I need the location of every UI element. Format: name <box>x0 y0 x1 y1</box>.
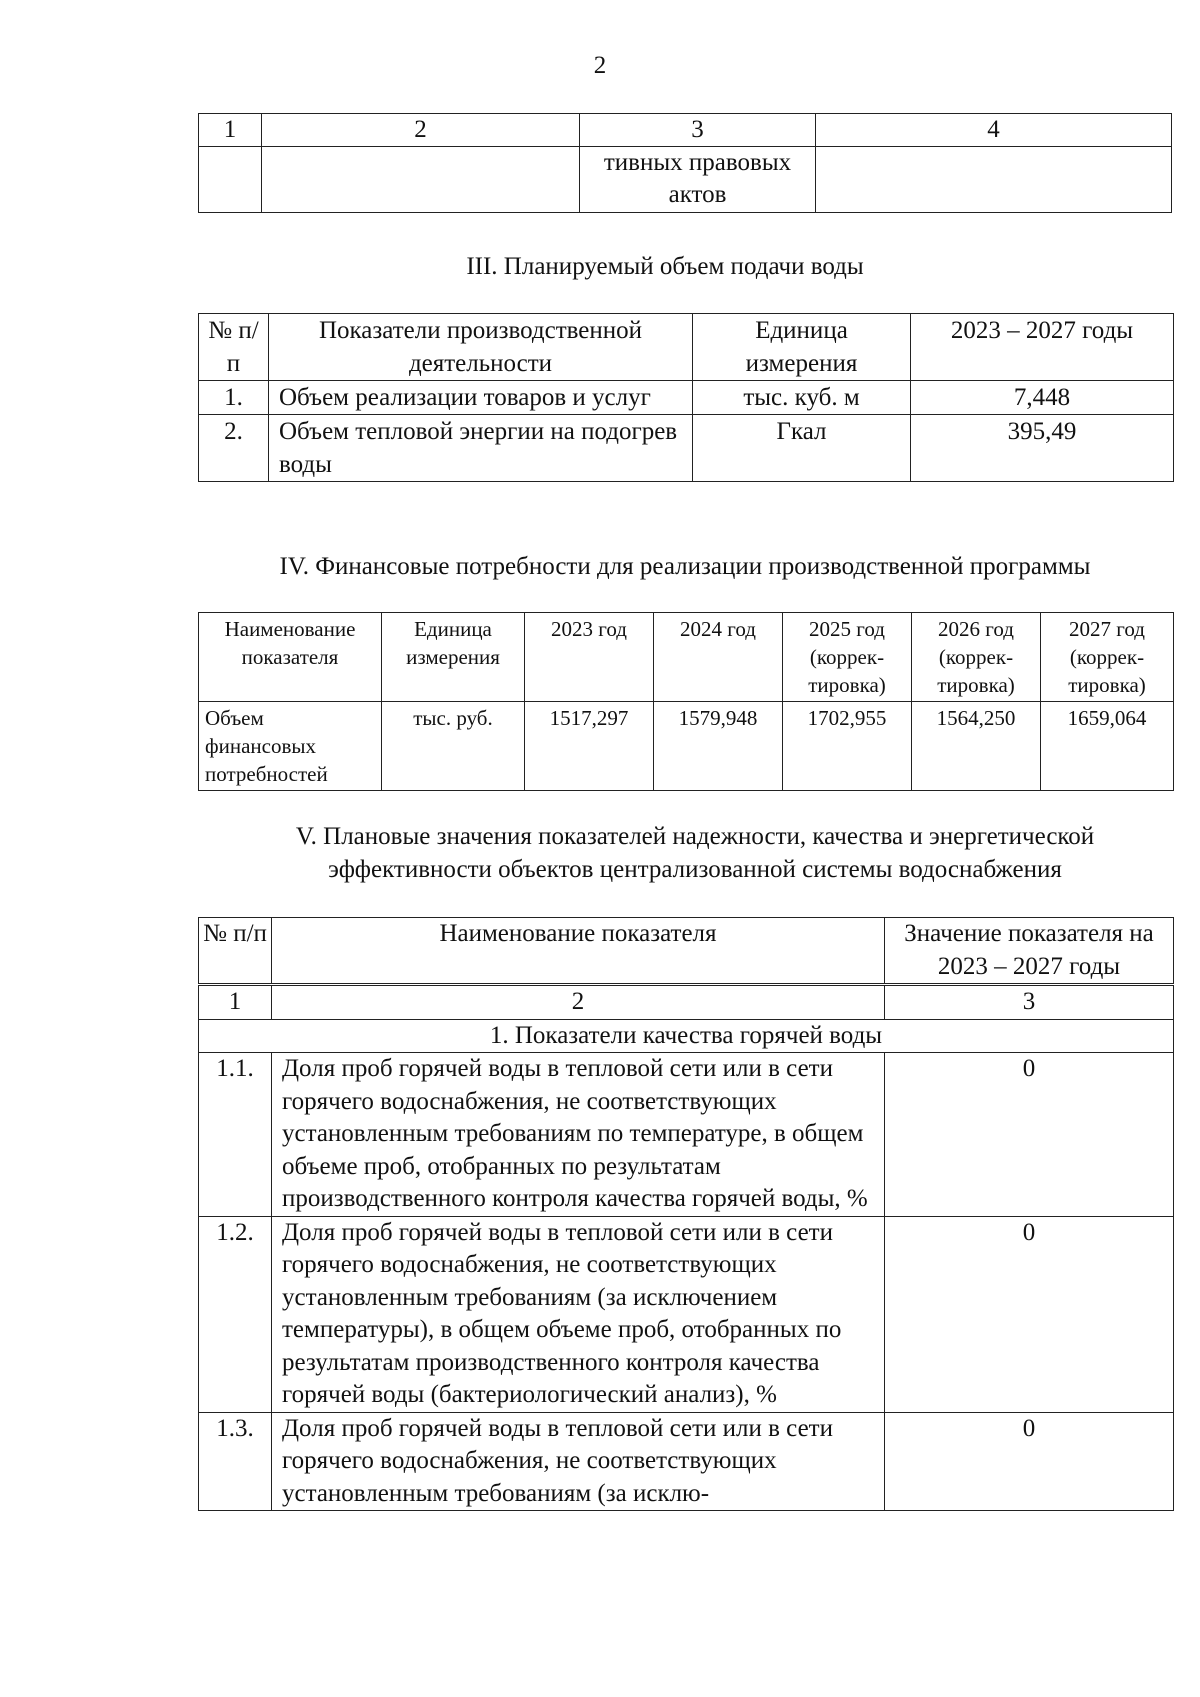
table-row <box>199 415 1174 482</box>
table-header-cell: Показатели производственной деятельности <box>269 314 693 381</box>
table-cell: тивных правовых актов <box>580 147 816 213</box>
table-header-cell: 2026 год (коррек-тировка) <box>912 613 1041 702</box>
table-cell: 3 <box>580 114 816 147</box>
table-cell: 2 <box>272 985 885 1020</box>
value: 7,448 <box>911 381 1174 415</box>
table-header-cell: Наименование показателя <box>199 613 382 702</box>
indicator-name: Доля проб горячей воды в тепловой сети или в сети горячего водоснабжения, не соответствующих установленным требованиям по температуре, в общем объеме проб, отобранных по результатам производственного контроля качества горячей воды, % <box>272 1053 885 1217</box>
indicator-name: Объем тепловой энергии на подогрев воды <box>269 415 693 482</box>
indicator-name: Объем реализации товаров и услуг <box>269 381 693 415</box>
value: 1579,948 <box>654 702 783 791</box>
value: 0 <box>885 1053 1174 1217</box>
indicator-name: Доля проб горячей воды в тепловой сети или в сети горячего водоснабжения, не соответствующих установленным требованиям (за исклю- <box>272 1412 885 1511</box>
value: 1702,955 <box>783 702 912 791</box>
table-header-row <box>199 918 1174 985</box>
continuation-table <box>198 113 1172 213</box>
table-header-cell: 2023 – 2027 годы <box>911 314 1174 381</box>
table-cell: 1 <box>199 114 262 147</box>
unit: тыс. куб. м <box>693 381 911 415</box>
table-row <box>199 702 1174 791</box>
row-number: 1.1. <box>199 1053 272 1217</box>
table-row <box>199 1053 1174 1217</box>
value: 1517,297 <box>525 702 654 791</box>
table-header-cell: 2023 год <box>525 613 654 702</box>
section-3-title: III. Планируемый объем подачи воды <box>466 253 864 280</box>
financial-needs-table <box>198 612 1174 791</box>
table-header-row <box>199 314 1174 381</box>
table-header-row <box>199 613 1174 702</box>
section-5-title: V. Плановые значения показателей надежности, качества и энергетической эффективности объектов централизованной системы водоснабжения <box>295 823 1095 883</box>
table-header-cell: № п/п <box>199 314 269 381</box>
unit: Гкал <box>693 415 911 482</box>
table-cell <box>199 147 262 213</box>
row-number: 1. <box>199 381 269 415</box>
table-cell: 3 <box>885 985 1174 1020</box>
column-numbers-row <box>199 985 1174 1020</box>
table-row <box>199 147 1172 213</box>
row-number: 1.3. <box>199 1412 272 1511</box>
table-row <box>199 1216 1174 1412</box>
indicator-name: Объем финансовых потребностей <box>199 702 382 791</box>
group-title: 1. Показатели качества горячей воды <box>199 1019 1174 1053</box>
table-cell <box>816 147 1172 213</box>
table-header-cell: 2024 год <box>654 613 783 702</box>
value: 1564,250 <box>912 702 1041 791</box>
indicators-table <box>198 917 1174 1511</box>
indicator-name: Доля проб горячей воды в тепловой сети или в сети горячего водоснабжения, не соответствующих установленным требованиям (за исключением температуры), в общем объеме проб, отобранных по результатам производственного контроля качества горячей воды (бактериологический анализ), % <box>272 1216 885 1412</box>
table-header-cell: Единица измерения <box>382 613 525 702</box>
row-number: 1.2. <box>199 1216 272 1412</box>
value: 0 <box>885 1216 1174 1412</box>
table-row <box>199 1412 1174 1511</box>
row-number: 2. <box>199 415 269 482</box>
table-cell: 2 <box>262 114 580 147</box>
table-header-cell: 2025 год (коррек-тировка) <box>783 613 912 702</box>
table-cell: 1 <box>199 985 272 1020</box>
page-number: 2 <box>593 52 607 79</box>
table-header-cell: Наименование показателя <box>272 918 885 985</box>
value: 0 <box>885 1412 1174 1511</box>
table-row <box>199 381 1174 415</box>
value: 1659,064 <box>1041 702 1174 791</box>
water-supply-table <box>198 313 1174 482</box>
table-header-cell: Значение показателя на 2023 – 2027 годы <box>885 918 1174 985</box>
value: 395,49 <box>911 415 1174 482</box>
group-row <box>199 1019 1174 1053</box>
table-header-cell: Единица измерения <box>693 314 911 381</box>
table-header-cell: 2027 год (коррек-тировка) <box>1041 613 1174 702</box>
table-header-cell: № п/п <box>199 918 272 985</box>
table-header-row <box>199 114 1172 147</box>
table-cell: 4 <box>816 114 1172 147</box>
section-4-title: IV. Финансовые потребности для реализации производственной программы <box>279 553 1091 580</box>
unit: тыс. руб. <box>382 702 525 791</box>
table-cell <box>262 147 580 213</box>
